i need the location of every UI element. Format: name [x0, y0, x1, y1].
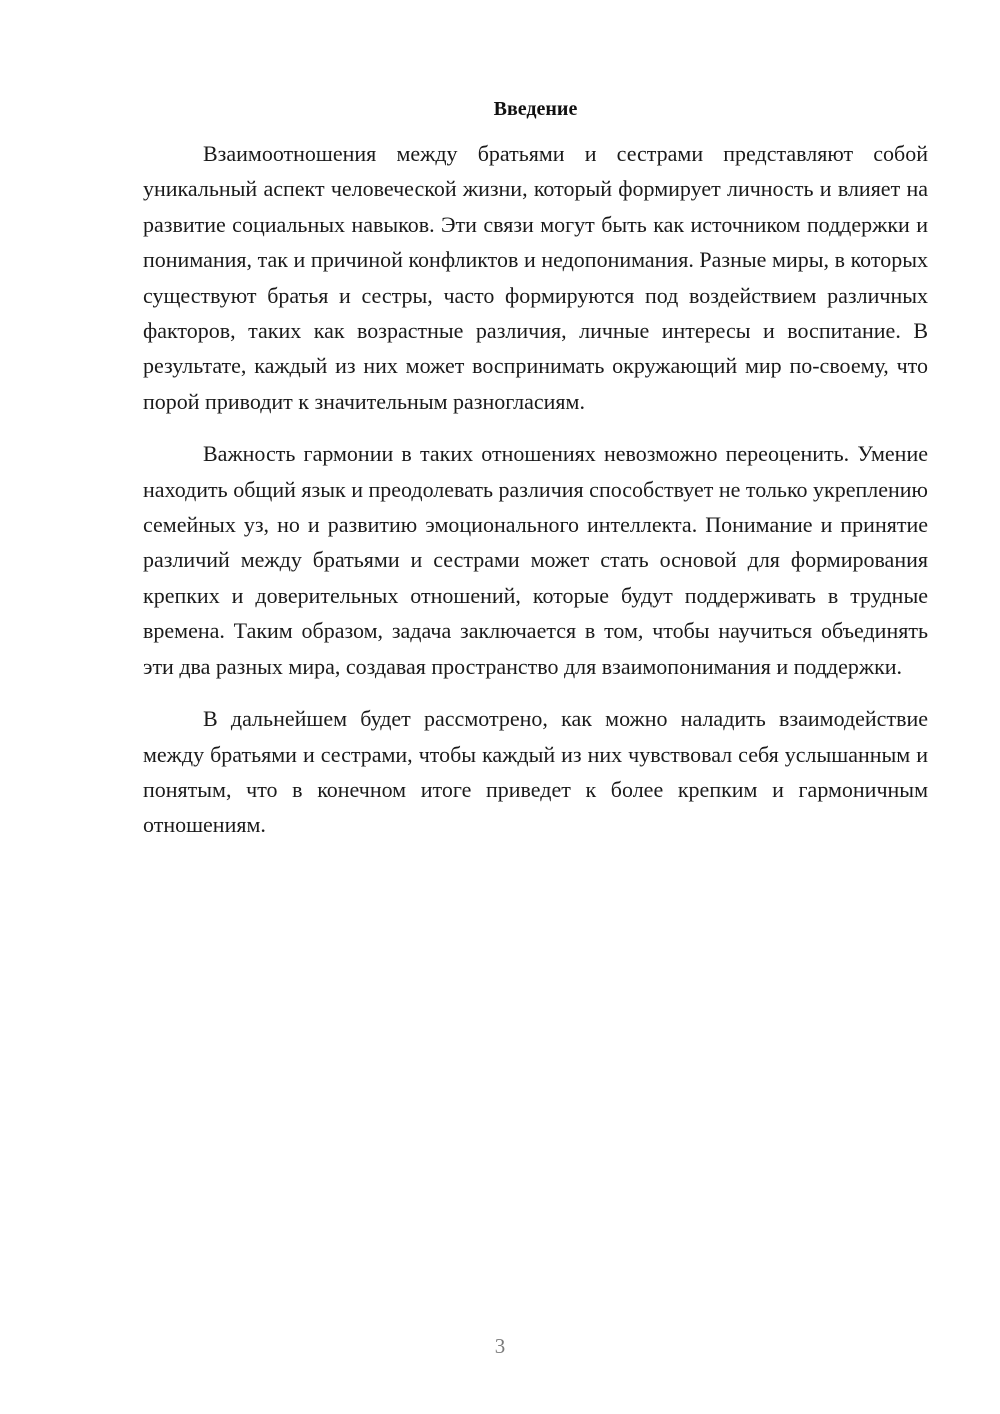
- page-content: [143, 92, 928, 843]
- page-number: 3: [494, 1334, 506, 1358]
- paragraph-2: Важность гармонии в таких отношениях невозможно переоценить. Умение находить общий язык и преодолевать различия способствует не только укреплению семейных уз, но и развитию эмоционального интеллекта. Понимание и принятие различий между братьями и сестрами может стать основой для формирования крепких и доверительных отношений, которые будут поддерживать в трудные времена. Таким образом, задача заключается в том, чтобы научиться объединять эти два разных мира, создавая пространство для взаимопонимания и поддержки.: [143, 441, 928, 679]
- section-title: Введение: [493, 98, 578, 120]
- paragraph-1: Взаимоотношения между братьями и сестрами представляют собой уникальный аспект человеческой жизни, который формирует личность и влияет на развитие социальных навыков. Эти связи могут быть как источником поддержки и понимания, так и причиной конфликтов и недопонимания. Разные миры, в которых существуют братья и сестры, часто формируются под воздействием различных факторов, таких как возрастные различия, личные интересы и воспитание. В результате, каждый из них может воспринимать окружающий мир по-своему, что порой приводит к значительным разногласиям.: [143, 141, 928, 414]
- paragraph-3: В дальнейшем будет рассмотрено, как можно наладить взаимодействие между братьями и сестрами, чтобы каждый из них чувствовал себя услышанным и понятым, что в конечном итоге приведет к более крепким и гармоничным отношениям.: [143, 706, 928, 838]
